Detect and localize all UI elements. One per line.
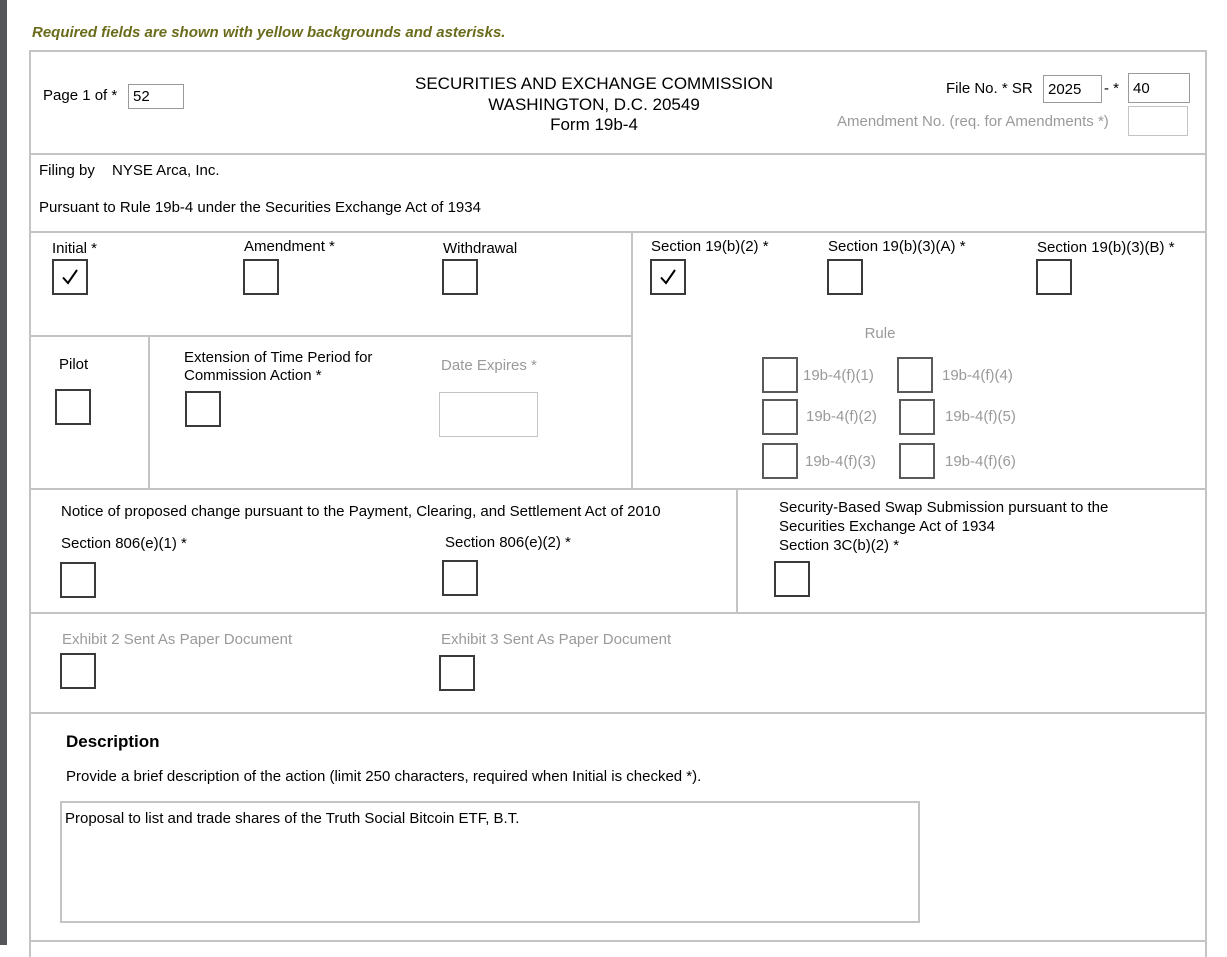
file-number-input[interactable] [1128, 73, 1190, 103]
section-806e1-label: Section 806(e)(1) * [61, 535, 187, 552]
divider [29, 231, 1205, 233]
swap-label-line2: Securities Exchange Act of 1934 [779, 518, 995, 535]
swap-label-line1: Security-Based Swap Submission pursuant to the [779, 499, 1109, 516]
description-textarea[interactable]: Proposal to list and trade shares of the Truth Social Bitcoin ETF, B.T. [60, 801, 920, 923]
rule-f6-checkbox[interactable] [899, 443, 935, 479]
amendment-no-label: Amendment No. (req. for Amendments *) [837, 113, 1109, 130]
description-instruction: Provide a brief description of the action (limit 250 characters, required when Initial is checked *). [66, 768, 702, 785]
extension-checkbox[interactable] [185, 391, 221, 427]
withdrawal-label: Withdrawal [443, 240, 518, 257]
divider [148, 335, 150, 489]
initial-label: Initial * [52, 240, 98, 257]
page-label: Page 1 of * [43, 87, 118, 104]
exhibit3-checkbox[interactable] [439, 655, 475, 691]
file-separator: - * [1104, 80, 1119, 97]
checkmark-icon [60, 267, 80, 287]
amendment-no-input[interactable] [1128, 106, 1188, 136]
section-19b2-checkbox[interactable] [650, 259, 686, 295]
extension-label-line1: Extension of Time Period for [184, 349, 373, 366]
filing-by-label: Filing by [39, 162, 95, 179]
rule-f2-label: 19b-4(f)(2) [806, 408, 877, 425]
section-3cb2-checkbox[interactable] [774, 561, 810, 597]
section-19b3b-label: Section 19(b)(3)(B) * [1037, 239, 1175, 256]
rule-f5-checkbox[interactable] [899, 399, 935, 435]
title-agency: SECURITIES AND EXCHANGE COMMISSION [415, 74, 773, 93]
pilot-label: Pilot [59, 356, 89, 373]
divider [29, 335, 633, 337]
section-806e1-checkbox[interactable] [60, 562, 96, 598]
pursuant-statement: Pursuant to Rule 19b-4 under the Securities Exchange Act of 1934 [39, 199, 481, 216]
initial-checkbox[interactable] [52, 259, 88, 295]
rule-f3-checkbox[interactable] [762, 443, 798, 479]
description-heading: Description [66, 732, 160, 751]
date-expires-label: Date Expires * [441, 357, 537, 374]
rule-f6-label: 19b-4(f)(6) [945, 453, 1016, 470]
title-address: WASHINGTON, D.C. 20549 [488, 95, 700, 114]
rule-f4-label: 19b-4(f)(4) [942, 367, 1013, 384]
left-window-edge [0, 0, 7, 945]
divider [29, 153, 1205, 155]
section-19b3b-checkbox[interactable] [1036, 259, 1072, 295]
section-806e2-checkbox[interactable] [442, 560, 478, 596]
divider [29, 712, 1205, 714]
rule-f5-label: 19b-4(f)(5) [945, 408, 1016, 425]
rule-f2-checkbox[interactable] [762, 399, 798, 435]
divider [29, 488, 1205, 490]
checkmark-icon [658, 267, 678, 287]
divider [29, 612, 1205, 614]
rule-f4-checkbox[interactable] [897, 357, 933, 393]
exhibit3-label: Exhibit 3 Sent As Paper Document [441, 631, 672, 648]
swap-label-line3: Section 3C(b)(2) * [779, 537, 900, 554]
page-total-input[interactable] [128, 84, 184, 109]
rule-f3-label: 19b-4(f)(3) [805, 453, 876, 470]
section-19b2-label: Section 19(b)(2) * [651, 238, 769, 255]
rule-label: Rule [864, 325, 896, 342]
divider [736, 488, 738, 614]
section-19b3a-checkbox[interactable] [827, 259, 863, 295]
file-year-input[interactable] [1043, 75, 1102, 103]
payment-act-notice: Notice of proposed change pursuant to the Payment, Clearing, and Settlement Act of 2010 [61, 503, 661, 520]
exhibit2-checkbox[interactable] [60, 653, 96, 689]
exhibit2-label: Exhibit 2 Sent As Paper Document [62, 631, 293, 648]
amendment-label: Amendment * [244, 238, 335, 255]
rule-f1-checkbox[interactable] [762, 357, 798, 393]
file-no-label: File No. * SR [946, 80, 1033, 97]
rule-f1-label: 19b-4(f)(1) [803, 367, 874, 384]
section-806e2-label: Section 806(e)(2) * [445, 534, 571, 551]
divider [29, 940, 1205, 942]
amendment-checkbox[interactable] [243, 259, 279, 295]
pilot-checkbox[interactable] [55, 389, 91, 425]
section-19b3a-label: Section 19(b)(3)(A) * [828, 238, 966, 255]
extension-label-line2: Commission Action * [184, 367, 322, 384]
required-fields-notice: Required fields are shown with yellow backgrounds and asterisks. [32, 24, 506, 41]
withdrawal-checkbox[interactable] [442, 259, 478, 295]
filer-name: NYSE Arca, Inc. [112, 162, 220, 179]
date-expires-input[interactable] [439, 392, 538, 437]
divider [631, 231, 633, 489]
title-form: Form 19b-4 [550, 115, 638, 134]
